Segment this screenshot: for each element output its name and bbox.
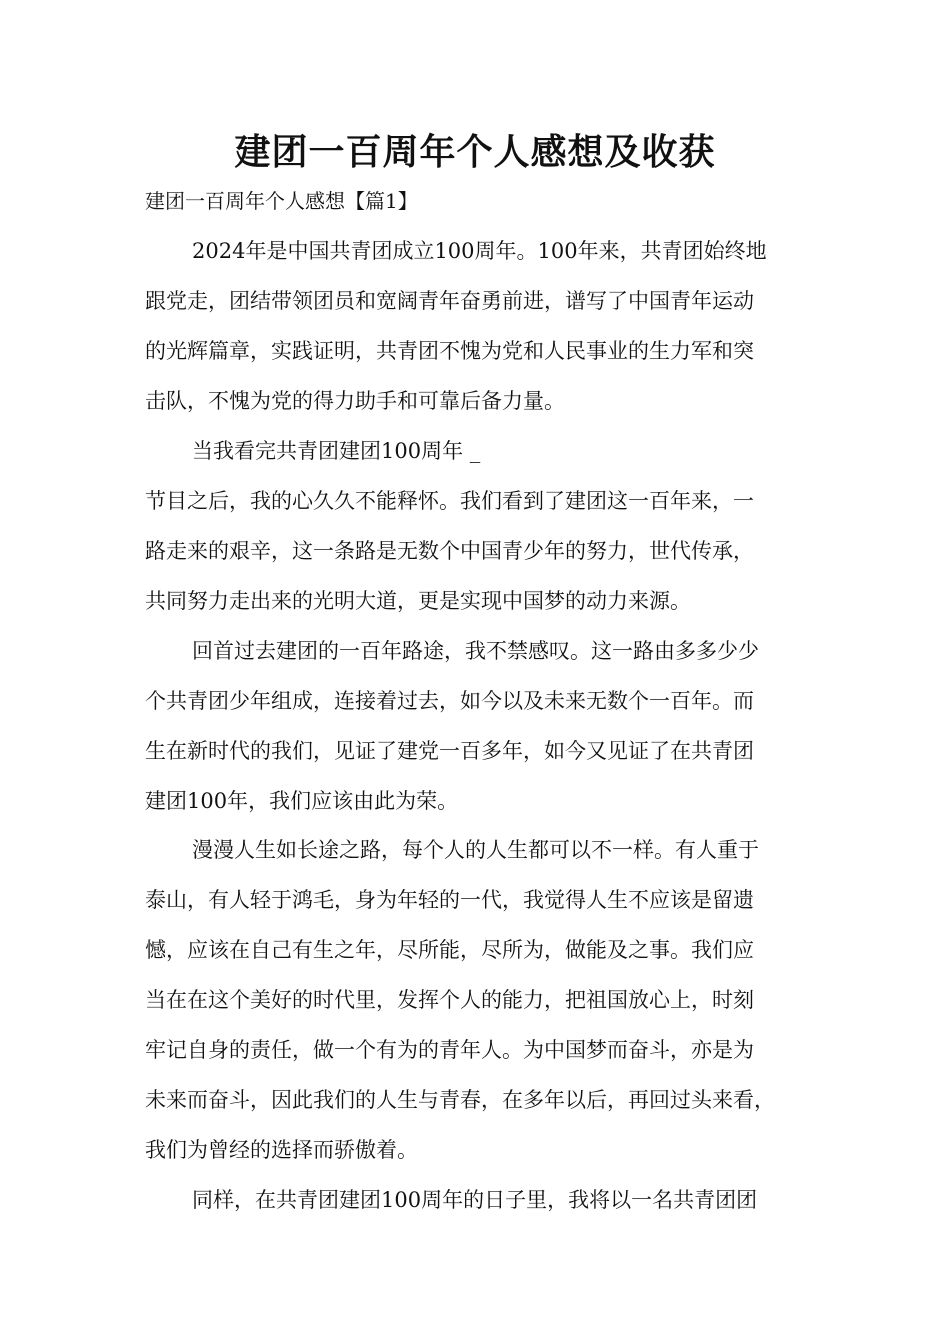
paragraph-1-line-4: 击队，不愧为党的得力助手和可靠后备力量。: [145, 389, 565, 413]
paragraph-2-line-4: 共同努力走出来的光明大道，更是实现中国梦的动力来源。: [145, 589, 691, 613]
paragraph-1-line-2: 跟党走，团结带领团员和宽阔青年奋勇前进，谱写了中国青年运动: [145, 289, 754, 313]
paragraph-5-line-1: 同样，在共青团建团100周年的日子里，我将以一名共青团团: [192, 1188, 758, 1212]
paragraph-4-line-7: 我们为曾经的选择而骄傲着。: [145, 1138, 418, 1162]
paragraph-2-line-1: 当我看完共青团建团100周年 _: [192, 439, 481, 463]
paragraph-3-line-3: 生在新时代的我们，见证了建党一百多年，如今又见证了在共青团: [145, 739, 754, 763]
paragraph-4-line-4: 当在在这个美好的时代里，发挥个人的能力，把祖国放心上，时刻: [145, 988, 754, 1012]
paragraph-4-line-2: 泰山，有人轻于鸿毛，身为年轻的一代，我觉得人生不应该是留遗: [145, 888, 754, 912]
section-heading: 建团一百周年个人感想【篇1】: [145, 189, 418, 213]
paragraph-2-line-3: 路走来的艰辛，这一条路是无数个中国青少年的努力，世代传承，: [145, 539, 754, 563]
paragraph-1-line-1: 2024年是中国共青团成立100周年。100年来，共青团始终地: [192, 239, 767, 263]
paragraph-1-line-3: 的光辉篇章，实践证明，共青团不愧为党和人民事业的生力军和突: [145, 339, 754, 363]
paragraph-4-line-3: 憾，应该在自己有生之年，尽所能，尽所为，做能及之事。我们应: [145, 938, 754, 962]
document-title: 建团一百周年个人感想及收获: [234, 132, 716, 173]
paragraph-3-line-2: 个共青团少年组成，连接着过去，如今以及未来无数个一百年。而: [145, 689, 754, 713]
paragraph-3-line-1: 回首过去建团的一百年路途，我不禁感叹。这一路由多多少少: [192, 639, 759, 663]
paragraph-4-line-1: 漫漫人生如长途之路，每个人的人生都可以不一样。有人重于: [192, 838, 759, 862]
paragraph-4-line-5: 牢记自身的责任，做一个有为的青年人。为中国梦而奋斗，亦是为: [145, 1038, 754, 1062]
paragraph-3-line-4: 建团100年，我们应该由此为荣。: [145, 789, 459, 813]
paragraph-2-line-2: 节目之后，我的心久久不能释怀。我们看到了建团这一百年来，一: [145, 489, 754, 513]
paragraph-4-line-6: 未来而奋斗，因此我们的人生与青春，在多年以后，再回过头来看，: [145, 1088, 775, 1112]
